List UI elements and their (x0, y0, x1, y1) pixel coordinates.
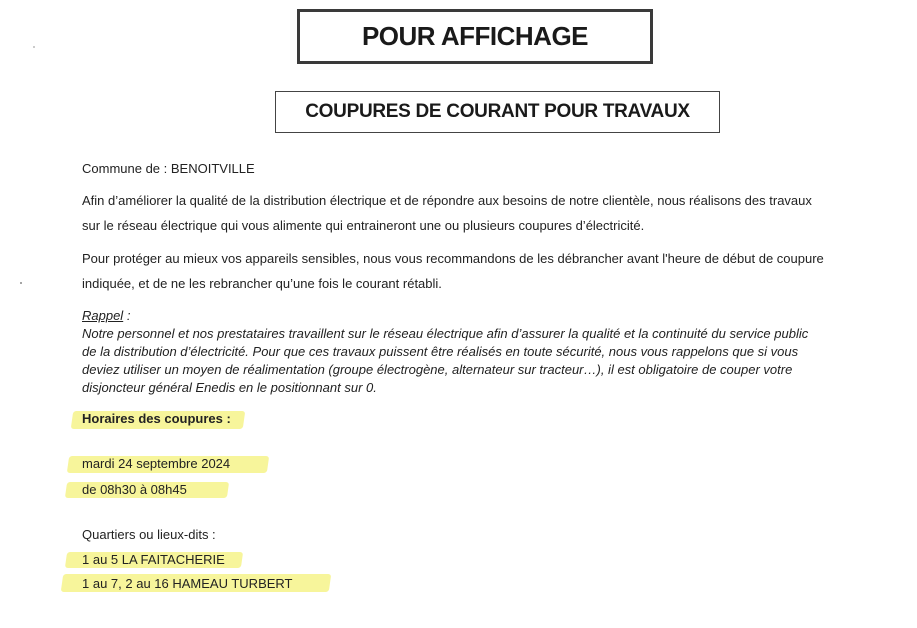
scan-speck (33, 46, 35, 48)
page-subtitle: COUPURES DE COURANT POUR TRAVAUX (305, 101, 690, 122)
schedule-heading: Horaires des coupures : (82, 411, 231, 426)
scan-speck (20, 282, 22, 284)
page-title: POUR AFFICHAGE (361, 21, 589, 51)
advice-line-2: indiquée, et de ne les rebrancher qu’une fois le courant rétabli. (82, 276, 442, 291)
rappel-heading (82, 307, 130, 325)
rappel-label: Rappel (82, 308, 124, 323)
rappel-line-2: de la distribution d’électricité. Pour que ces travaux puissent être réalisés en toute sécurité, nous vous rappelons que si vous (82, 344, 799, 359)
intro-line-2: sur le réseau électrique qui vous alimente qui entraineront une ou plusieurs coupures d’électricité. (82, 218, 645, 233)
schedule-date: mardi 24 septembre 2024 (82, 456, 231, 471)
rappel-line-1: Notre personnel et nos prestataires travaillent sur le réseau électrique afin d’assurer la qualité et la continuité du service public (82, 326, 809, 341)
advice-line-1: Pour protéger au mieux vos appareils sensibles, nous vous recommandons de les débrancher avant l'heure de début de coupure (82, 251, 824, 266)
schedule-time: de 08h30 à 08h45 (82, 482, 187, 497)
title-box (297, 9, 653, 64)
rappel-line-4: disjoncteur général Enedis en le positionnant sur 0. (82, 380, 377, 395)
location-item: 1 au 5 LA FAITACHERIE (82, 552, 225, 567)
locations-heading: Quartiers ou lieux-dits : (82, 527, 216, 542)
rappel-line-3: deviez utiliser un moyen de réalimentation (groupe électrogène, alternateur sur tracteur…), il est obligatoire de couper votre (82, 362, 793, 377)
subtitle-box (275, 91, 720, 133)
location-item: 1 au 7, 2 au 16 HAMEAU TURBERT (82, 576, 293, 591)
intro-line-1: Afin d’améliorer la qualité de la distribution électrique et de répondre aux besoins de notre clientèle, nous réalisons des travaux (82, 193, 812, 208)
commune-line: Commune de : BENOITVILLE (82, 161, 255, 176)
rappel-colon: : (123, 308, 131, 323)
